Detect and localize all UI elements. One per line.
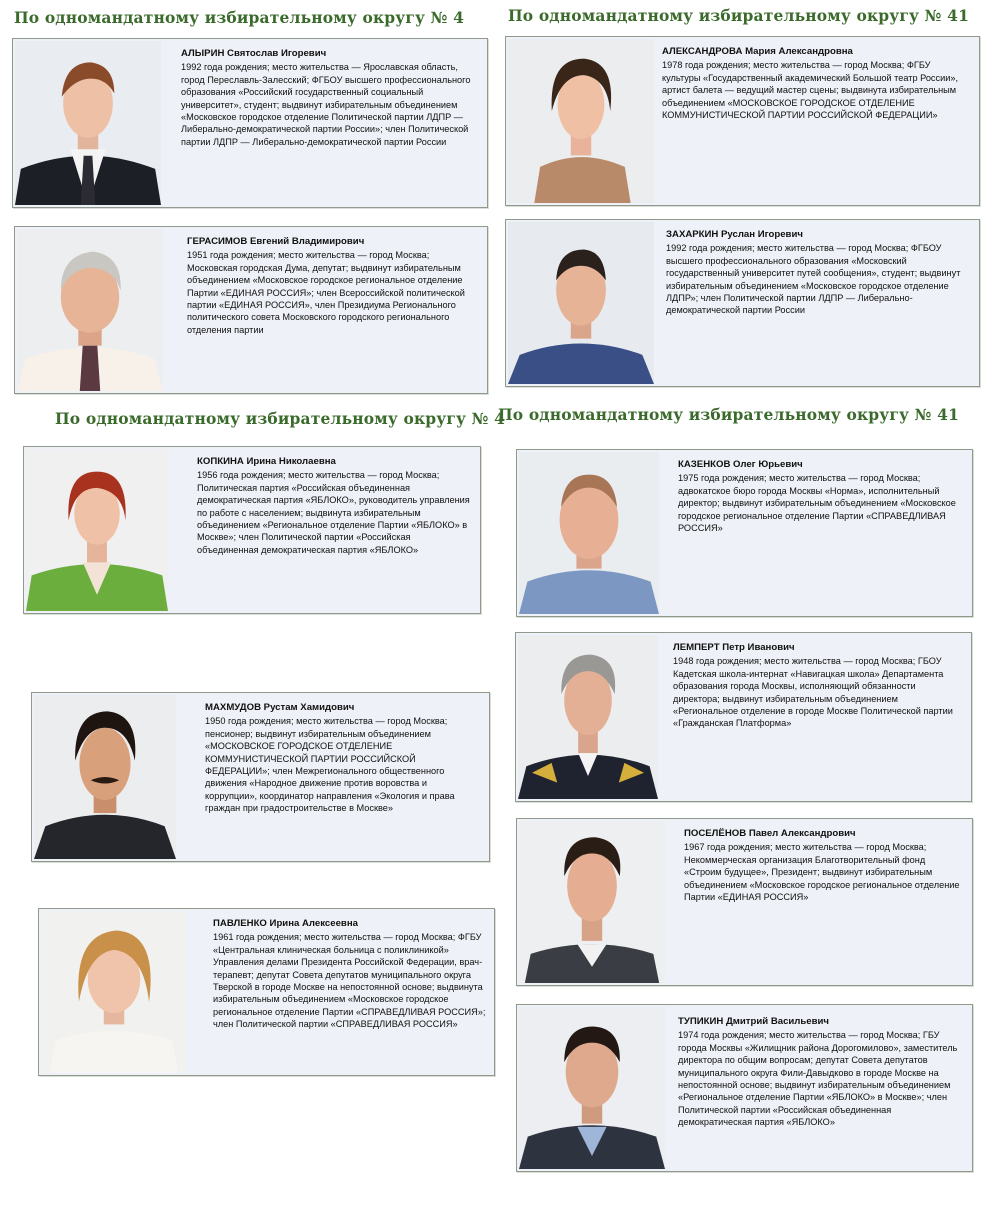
candidate-photo xyxy=(508,222,654,384)
candidate-name: ТУПИКИН Дмитрий Васильевич xyxy=(678,1016,830,1027)
candidate-name: ГЕРАСИМОВ Евгений Владимирович xyxy=(187,236,365,247)
candidate-bio: 1956 года рождения; место жительства — город Москва; Политическая партия «Российская объединенная демократическая партия «ЯБЛОКО», руководитель управления по работе с населением; выдвинута избирательным объединением «Региональное отделение Партии «ЯБЛОКО» в Москве»; член Политической партии «Российская объединенная демократическая партия «ЯБЛОКО» xyxy=(197,470,470,555)
candidate-card xyxy=(515,632,972,802)
candidate-bio: 1978 года рождения; место жительства — город Москва; ФГБУ культуры «Государственный академический Большой театр России», артист балета — ведущий мастер сцены; выдвинута избирательным объединением «МОСКОВСКОЕ ГОРОДСКОЕ ОТДЕЛЕНИЕ КОММУНИСТИЧЕСКОЙ ПАРТИИ РОССИЙСКОЙ ФЕДЕРАЦИИ» xyxy=(662,60,959,121)
district-41-heading-mid: По одномандатному избирательному округу № 41 xyxy=(498,405,960,424)
candidate-card xyxy=(12,38,488,208)
candidate-bio: 1951 года рождения; место жительства — город Москва; Московская городская Дума, депутат; выдвинут избирательным объединением «Московское городское региональное отделение Партии «ЕДИНАЯ РОССИЯ»; член Всероссийской политической партии «ЕДИНАЯ РОССИЯ», член Президиума Регионального политического совета Московского городского регионального отделения партии xyxy=(187,250,465,335)
candidate-photo xyxy=(34,695,176,859)
candidate-bio: 1948 года рождения; место жительства — город Москва; ГБОУ Кадетская школа-интернат «Навигацкая школа» Департамента образования города Москвы, исполняющий обязанности директора; выдвинут избирательным объединением «Региональное отделение в городе Москве Политической партии «Гражданская Платформа» xyxy=(673,656,953,729)
candidate-photo xyxy=(519,821,665,983)
candidate-photo xyxy=(508,39,654,203)
candidate-card xyxy=(505,219,980,387)
candidate-card xyxy=(23,446,481,614)
candidate-photo xyxy=(17,229,163,391)
candidate-card xyxy=(516,1004,973,1172)
candidate-name: ЗАХАРКИН Руслан Игоревич xyxy=(666,229,803,240)
candidate-photo xyxy=(518,635,658,799)
candidate-card xyxy=(14,226,488,394)
candidate-bio: 1950 года рождения; место жительства — город Москва; пенсионер; выдвинут избирательным объединением «МОСКОВСКОЕ ГОРОДСКОЕ ОТДЕЛЕНИЕ КОММУНИСТИЧЕСКОЙ ПАРТИИ РОССИЙСКОЙ ФЕДЕРАЦИИ»; член Межрегионального общественного движения «Народное движение против воровства и коррупции», координатор направления «Экология и права граждан при градостроительстве в Москве» xyxy=(205,716,455,814)
candidate-name: АЛЫРИН Святослав Игоревич xyxy=(181,48,327,59)
candidate-card xyxy=(505,36,980,206)
candidate-bio: 1992 года рождения; место жительства — город Москва; ФГБОУ высшего профессионального образования «Московский государственный университет путей сообщения», студент; выдвинут избирательным объединением «Московское городское отделение ЛДПР»; член Политической партии ЛДПР — Либерально-демократической партии России xyxy=(666,243,961,316)
candidate-photo xyxy=(41,911,187,1073)
candidate-bio: 1967 года рождения; место жительства — город Москва; Некоммерческая организация Благотворительный фонд «Строим будущее», Президент; выдвинут избирательным объединением «Московское городское региональное отделение Партии «ЕДИНАЯ РОССИЯ» xyxy=(684,842,960,903)
candidate-bio: 1992 года рождения; место жительства — Ярославская область, город Переславль-Залесский; ФГБОУ высшего профессионального образования «Российский государственный социальный университет», студент; выдвинут избирательным объединением «Московское городское отделение Политической партии ЛДПР — Либерально-демократической партии России»; член Политической партии ЛДПР — Либерально-демократической партии России xyxy=(181,62,471,147)
candidate-name: АЛЕКСАНДРОВА Мария Александровна xyxy=(662,46,853,57)
candidate-name: ПОСЕЛЁНОВ Павел Александрович xyxy=(684,828,856,839)
district-4-heading-mid: По одномандатному избирательному округу № 4 xyxy=(55,409,506,428)
candidate-card xyxy=(31,692,490,862)
candidate-photo xyxy=(519,452,659,614)
candidate-bio: 1961 года рождения; место жительства — город Москва; ФГБУ «Центральная клиническая больница с поликлиникой» Управления делами Президента Российской Федерации, врач-терапевт; депутат Совета депутатов муниципального округа Тверской в городе Москве на непостоянной основе; выдвинута избирательным объединением «Московское городское региональное отделение Партии «СПРАВЕДЛИВАЯ РОССИЯ»; член Политической партии «СПРАВЕДЛИВАЯ РОССИЯ» xyxy=(213,932,486,1030)
candidate-bio: 1974 года рождения; место жительства — город Москва; ГБУ города Москвы «Жилищник района Дорогомилово», заместитель директора по общим вопросам; депутат Совета депутатов муниципального округа Фили-Давыдково в городе Москве на непостоянной основе; выдвинут избирательным объединением «Региональное отделение Партии «ЯБЛОКО» в Москве»; член Политической партии «Российская объединенная демократическая партия «ЯБЛОКО» xyxy=(678,1030,958,1128)
candidate-name: КОПКИНА Ирина Николаевна xyxy=(197,456,336,467)
candidate-name: КАЗЕНКОВ Олег Юрьевич xyxy=(678,459,803,470)
candidate-photo xyxy=(519,1007,665,1169)
candidate-photo xyxy=(15,41,161,205)
candidate-card xyxy=(516,818,973,986)
candidate-card xyxy=(516,449,973,617)
candidate-name: ЛЕМПЕРТ Петр Иванович xyxy=(673,642,795,653)
district-41-heading-top: По одномандатному избирательному округу № 41 xyxy=(508,6,970,25)
candidate-bio: 1975 года рождения; место жительства — город Москва; адвокатское бюро города Москвы «Норма», исполнительный директор; выдвинут избирательным объединением «Московское городское региональное отделение Партии «СПРАВЕДЛИВАЯ РОССИЯ» xyxy=(678,473,956,534)
candidate-card xyxy=(38,908,495,1076)
candidate-name: МАХМУДОВ Рустам Хамидович xyxy=(205,702,355,713)
candidate-name: ПАВЛЕНКО Ирина Алексеевна xyxy=(213,918,358,929)
district-4-heading-top: По одномандатному избирательному округу № 4 xyxy=(14,8,465,27)
candidate-photo xyxy=(26,449,168,611)
